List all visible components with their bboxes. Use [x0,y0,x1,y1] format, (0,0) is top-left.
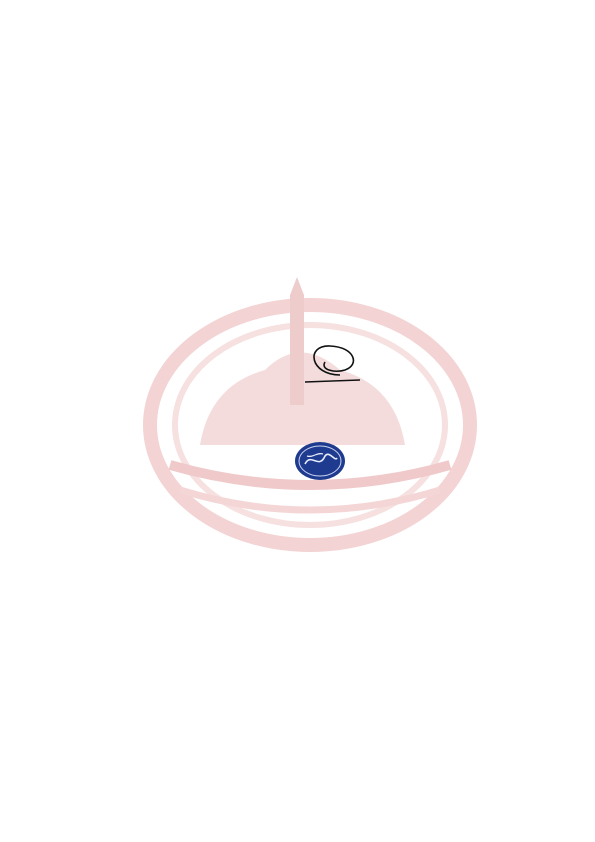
blue-seal-stamp [293,440,347,482]
decorative-border-right [565,30,587,812]
handwritten-reply [300,268,540,328]
decorative-border-bottom [8,812,587,834]
handwritten-signature [300,340,380,390]
letter-body [27,0,567,270]
